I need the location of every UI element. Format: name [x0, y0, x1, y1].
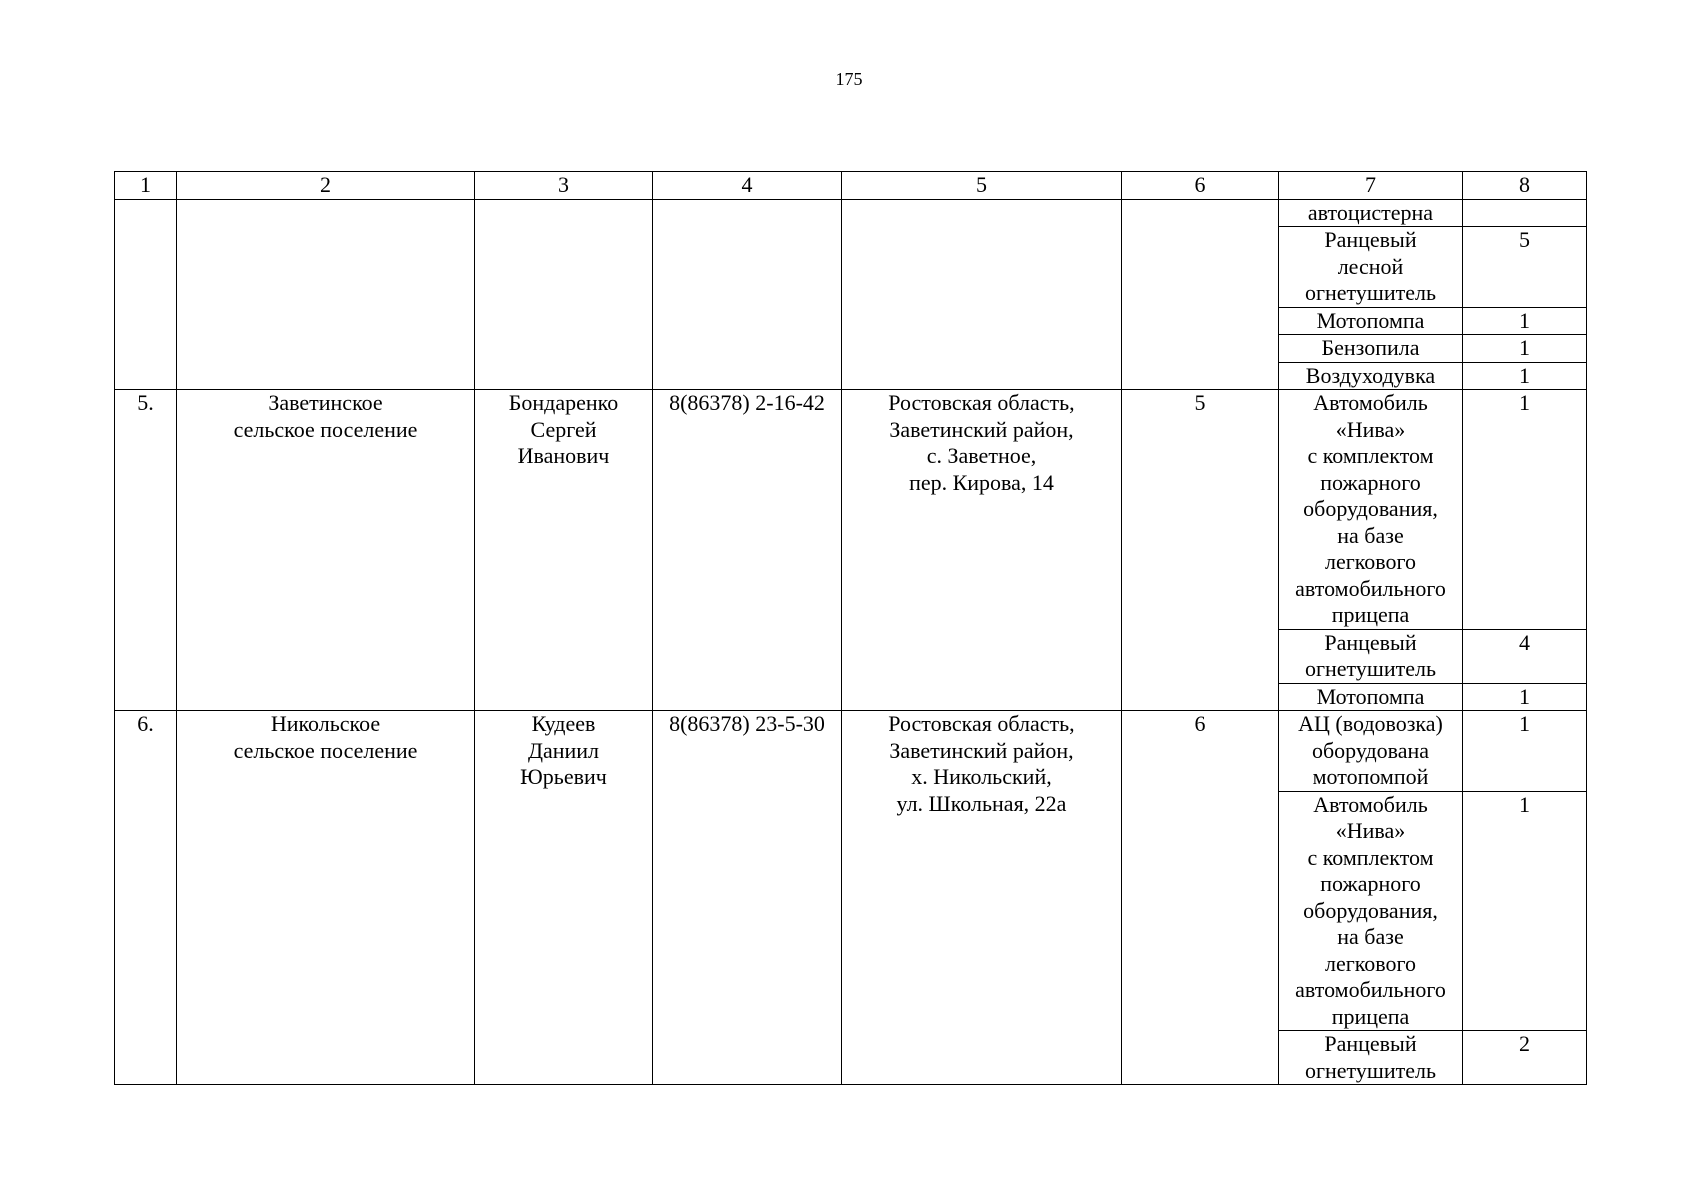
cell-equipment: Воздуходувка	[1279, 362, 1463, 390]
page-number: 175	[835, 69, 863, 89]
cell-settlement	[177, 199, 475, 390]
cell-quantity: 5	[1463, 227, 1587, 308]
cell-equipment: Бензопила	[1279, 335, 1463, 363]
table-row	[115, 711, 1587, 792]
cell-quantity: 1	[1463, 307, 1587, 335]
cell-quantity: 1	[1463, 390, 1587, 630]
cell-quantity: 1	[1463, 711, 1587, 792]
cell-equipment: Ранцевый огнетушитель	[1279, 1031, 1463, 1085]
cell-settlement: Никольское сельское поселение	[177, 711, 475, 1085]
column-header: 2	[177, 172, 475, 200]
cell-col6: 6	[1122, 711, 1279, 1085]
cell-equipment: Мотопомпа	[1279, 307, 1463, 335]
column-header: 4	[653, 172, 842, 200]
cell-quantity: 1	[1463, 683, 1587, 711]
column-header: 3	[475, 172, 653, 200]
cell-number: 5.	[115, 390, 177, 711]
equipment-table	[114, 171, 1587, 1085]
cell-col6: 5	[1122, 390, 1279, 711]
cell-address	[842, 199, 1122, 390]
column-header: 5	[842, 172, 1122, 200]
cell-quantity: 2	[1463, 1031, 1587, 1085]
cell-quantity: 1	[1463, 791, 1587, 1031]
cell-quantity	[1463, 199, 1587, 227]
table-row	[115, 199, 1587, 227]
column-header: 8	[1463, 172, 1587, 200]
column-header: 6	[1122, 172, 1279, 200]
cell-phone: 8(86378) 2-16-42	[653, 390, 842, 711]
cell-equipment: автоцистерна	[1279, 199, 1463, 227]
cell-number	[115, 199, 177, 390]
cell-head: Кудеев Даниил Юрьевич	[475, 711, 653, 1085]
cell-equipment: Автомобиль «Нива» с комплектом пожарного оборудования, на базе легкового автомобильного прицепа	[1279, 791, 1463, 1031]
cell-equipment: Автомобиль «Нива» с комплектом пожарного оборудования, на базе легкового автомобильного прицепа	[1279, 390, 1463, 630]
cell-col6	[1122, 199, 1279, 390]
cell-number: 6.	[115, 711, 177, 1085]
cell-equipment: Мотопомпа	[1279, 683, 1463, 711]
cell-settlement: Заветинское сельское поселение	[177, 390, 475, 711]
cell-equipment: Ранцевый огнетушитель	[1279, 629, 1463, 683]
cell-equipment: АЦ (водовозка) оборудована мотопомпой	[1279, 711, 1463, 792]
cell-phone: 8(86378) 23-5-30	[653, 711, 842, 1085]
cell-address: Ростовская область, Заветинский район, с. Заветное, пер. Кирова, 14	[842, 390, 1122, 711]
column-header: 7	[1279, 172, 1463, 200]
cell-quantity: 1	[1463, 335, 1587, 363]
cell-phone	[653, 199, 842, 390]
table-row	[115, 390, 1587, 630]
cell-address: Ростовская область, Заветинский район, х. Никольский, ул. Школьная, 22а	[842, 711, 1122, 1085]
cell-head: Бондаренко Сергей Иванович	[475, 390, 653, 711]
header-row	[115, 172, 1587, 200]
cell-equipment: Ранцевый лесной огнетушитель	[1279, 227, 1463, 308]
column-header: 1	[115, 172, 177, 200]
cell-quantity: 1	[1463, 362, 1587, 390]
cell-quantity: 4	[1463, 629, 1587, 683]
cell-head	[475, 199, 653, 390]
